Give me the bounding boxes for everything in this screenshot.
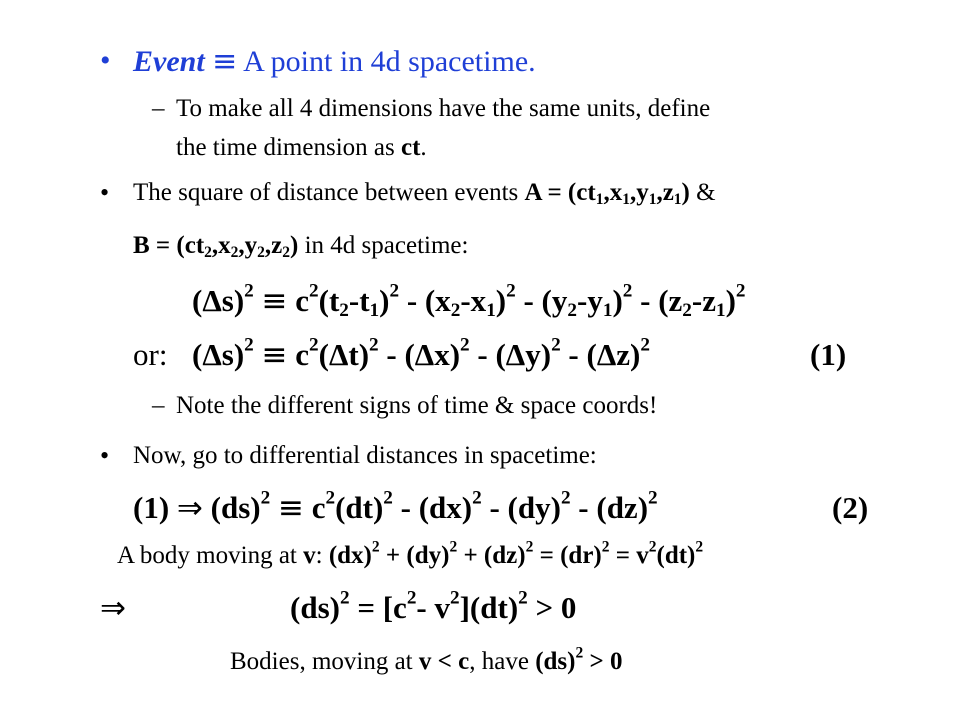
conclusion-result: (ds)$^2$ > 0 [535,644,623,675]
eq2-ref: (1) [133,490,170,525]
ampersand: & [696,179,716,206]
conclusion-prefix: Bodies, moving at [230,648,413,675]
period: . [420,134,427,161]
colon: : [315,542,323,569]
bullet-square-distance-line2 [133,232,468,260]
bullet-1-dot: • [100,44,111,77]
spacetime-text: in 4d spacetime: [304,232,469,259]
event-b-coords: $B = (ct_2,x_2,y_2,z_2)$ [133,232,299,261]
eq2-formula: $(ds)^2 \equiv c^2(dt)^2 - (dx)^2 - (dy)^2 - (dz)^2$ [210,487,658,526]
conclusion-mid: , have [469,648,529,675]
bullet-3-dot: • [100,441,110,470]
sub-bullet-signs-note: Note the different signs of time & space coords! [176,392,658,419]
equation-number-2: (2) [832,490,869,525]
equiv-symbol: ≡ [212,44,238,79]
interval-positive-equation: $(ds)^2 = [c^2-$ $v^2](dt)^2 > 0$ [290,587,577,625]
square-distance-text: The square of distance between events [133,179,519,206]
or-prefix: or: [133,337,168,372]
sub-bullet-units-line1: To make all 4 dimensions have the same units, define [176,95,711,122]
event-term: Event [133,45,205,78]
velocity-equation: $(dx)^2 + (dy)^2 + (dz)^2 = (dr)^2 = v^2(dt)^2$ [328,538,704,569]
time-dimension-text: the time dimension as [176,134,395,161]
velocity-symbol: v [303,542,316,569]
bullet-square-distance-line1 [133,179,716,207]
event-a-coords: $A = (ct_1,x_1,y_1,z_1)$ [524,179,690,208]
sub-bullet-2-dash: – [152,392,165,419]
implies-arrow-2: ⇒ [100,590,126,626]
delta-interval-equation: $(\Delta s)^2 \equiv c^2(\Delta t)^2 - (\Delta x)^2 - (\Delta y)^2 - (\Delta z)^2$ [192,334,650,373]
body-moving-line [117,538,704,570]
interval-equation: $(\Delta s)^2 \equiv c^2(t_2-t_1)^2 - (x_2-x_1)^2 - (y_2-y_1)^2 - (z_2-z_1)^2$ [192,280,746,321]
bullet-differential: Now, go to differential distances in spacetime: [133,442,597,469]
event-definition: A point in 4d spacetime. [243,45,536,78]
equation-number-1: (1) [810,337,847,372]
bullet-2-dot: • [100,178,110,207]
body-moving-text: A body moving at [117,542,297,569]
sub-bullet-1-dash: – [152,95,165,122]
implies-arrow-1: ⇒ [176,490,203,526]
differential-equation [133,487,658,526]
ct-term: ct [400,134,421,161]
condition-v-less-c: v < c [418,648,470,675]
sub-bullet-units-line2 [176,134,427,162]
conclusion-line [230,644,623,676]
bullet-event-definition [133,44,536,79]
